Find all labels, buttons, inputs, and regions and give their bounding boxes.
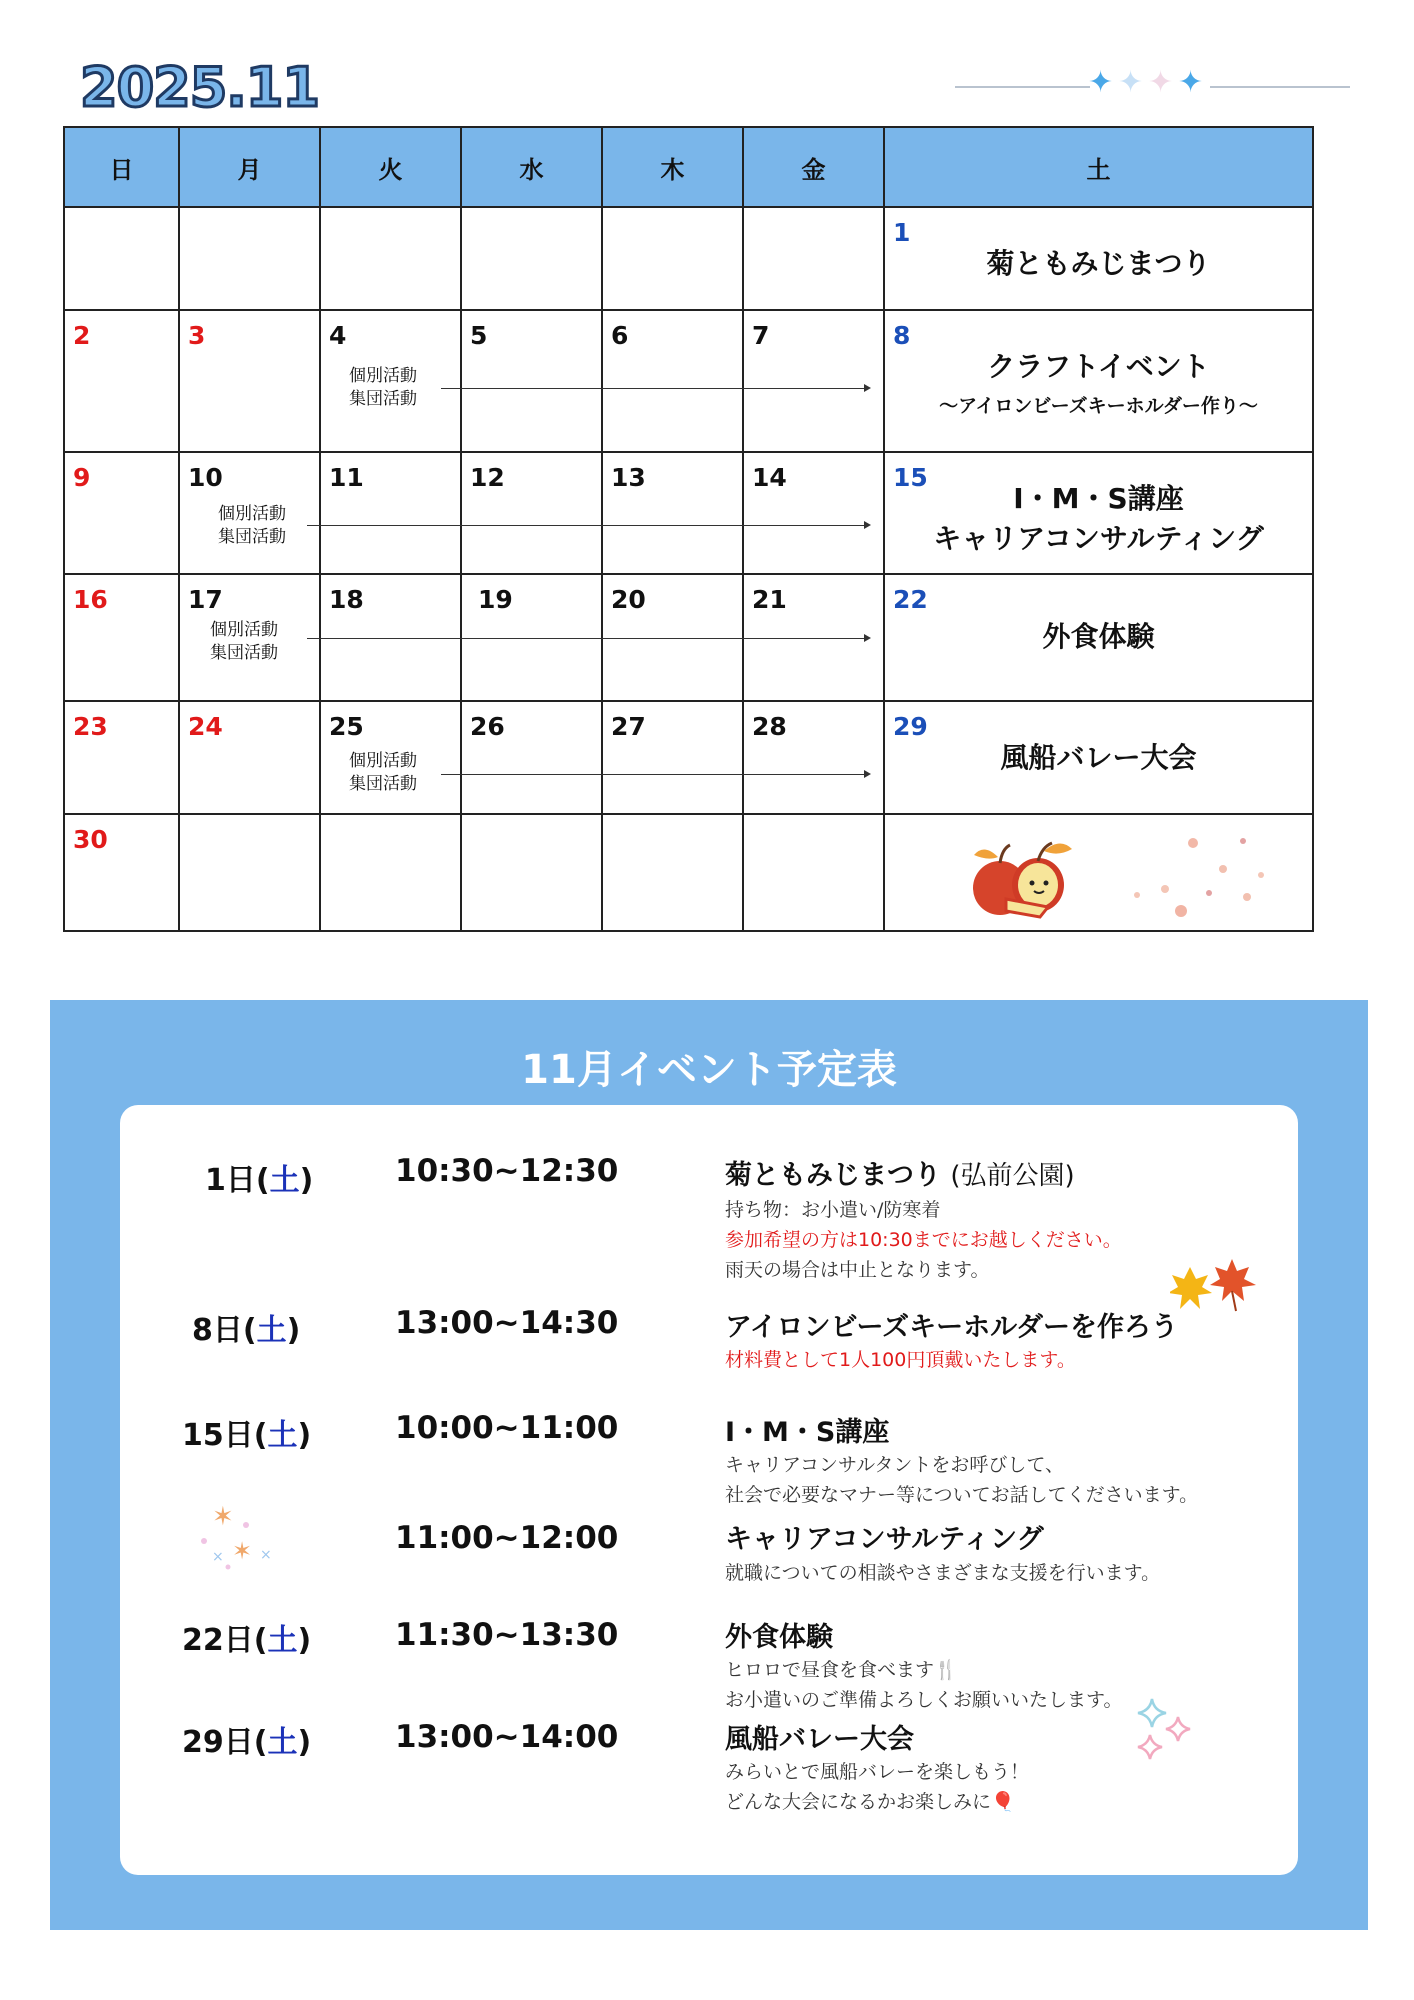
day-cell	[64, 310, 179, 452]
day-cell	[320, 814, 461, 931]
weekday-tue: 火	[320, 127, 461, 207]
activity-individual: 個別活動	[349, 366, 417, 386]
date-text: 15日(	[182, 1418, 268, 1453]
activity-labels	[349, 750, 417, 796]
schedule-line: 雨天の場合は中止となります。	[725, 1259, 990, 1281]
activity-group: 集団活動	[349, 774, 417, 794]
activity-group: 集団活動	[218, 527, 286, 547]
day-cell	[461, 207, 602, 310]
day-cell	[179, 207, 320, 310]
sparkle-icon: ✦	[1118, 65, 1144, 100]
day-number: 18	[329, 585, 364, 614]
day-cell	[743, 574, 884, 701]
decorative-line-right	[1210, 86, 1350, 88]
calendar-week	[64, 814, 1313, 931]
schedule-line: みらいとで風船バレーを楽しもう！	[725, 1761, 1030, 1783]
date-close: )	[299, 1163, 314, 1198]
day-cell	[179, 452, 320, 574]
saturday-cell	[884, 452, 1313, 574]
day-cell	[64, 452, 179, 574]
day-cell	[602, 814, 743, 931]
schedule-date	[182, 1410, 311, 1454]
schedule-line: ヒロロで昼食を食べます🍴	[725, 1659, 958, 1681]
schedule-time: 10:30~12:30	[395, 1153, 619, 1189]
day-number: 19	[478, 585, 513, 614]
date-close: )	[297, 1418, 312, 1453]
day-cell	[179, 814, 320, 931]
weekday-mon: 月	[179, 127, 320, 207]
schedule-line: 持ち物：お小遣い/防寒着	[725, 1199, 941, 1221]
day-number: 22	[893, 585, 928, 614]
event-title: 外食体験	[1042, 620, 1155, 653]
day-cell	[461, 574, 602, 701]
date-text: 1日(	[205, 1163, 270, 1198]
day-number: 24	[188, 712, 223, 741]
dots-decoration	[1125, 833, 1275, 923]
saturday-cell	[884, 207, 1313, 310]
sparkle-icon: ✦	[1088, 65, 1114, 100]
day-number: 25	[329, 712, 364, 741]
date-close: )	[286, 1313, 301, 1348]
day-number: 21	[752, 585, 787, 614]
calendar-week	[64, 310, 1313, 452]
schedule-line: キャリアコンサルタントをお呼びして、	[725, 1454, 1064, 1476]
schedule-line: お小遣いのご準備よろしくお願いいたします。	[725, 1689, 1123, 1711]
date-close: )	[297, 1725, 312, 1760]
weekday-fri: 金	[743, 127, 884, 207]
event-subtitle: 〜アイロンビーズキーホルダー作り〜	[939, 395, 1258, 417]
activity-group: 集団活動	[349, 389, 417, 409]
day-number: 13	[611, 463, 646, 492]
day-cell	[602, 310, 743, 452]
day-cell	[461, 310, 602, 452]
event-title: I・M・S講座	[1013, 482, 1184, 515]
schedule-line: どんな大会になるかお楽しみに🎈	[725, 1791, 1015, 1813]
saturday-cell	[884, 574, 1313, 701]
day-number: 14	[752, 463, 787, 492]
day-cell	[743, 310, 884, 452]
day-cell	[64, 207, 179, 310]
schedule-time: 11:30~13:30	[395, 1617, 619, 1653]
svg-text:✶: ✶	[212, 1502, 234, 1532]
schedule-event-name: I・M・S講座	[725, 1417, 890, 1448]
svg-text:×: ×	[260, 1547, 272, 1563]
activity-labels	[210, 619, 278, 665]
event-location: (弘前公園)	[950, 1161, 1075, 1191]
schedule-date	[182, 1717, 311, 1761]
day-number: 8	[893, 321, 911, 350]
weekday-sat: 土	[884, 127, 1313, 207]
day-number: 29	[893, 712, 928, 741]
day-number: 20	[611, 585, 646, 614]
day-number: 26	[470, 712, 505, 741]
calendar-week	[64, 452, 1313, 574]
day-cell	[320, 310, 461, 452]
day-number: 11	[329, 463, 364, 492]
date-close: )	[297, 1623, 312, 1658]
saturday-cell	[884, 814, 1313, 931]
day-cell	[602, 452, 743, 574]
day-cell	[320, 207, 461, 310]
day-cell	[179, 701, 320, 814]
schedule-title: 11月イベント予定表	[521, 1047, 897, 1093]
day-cell	[461, 452, 602, 574]
calendar-week	[64, 207, 1313, 310]
schedule-time: 11:00~12:00	[395, 1520, 619, 1556]
weekday-thu: 木	[602, 127, 743, 207]
day-of-week: 土	[269, 1163, 300, 1198]
schedule-card	[120, 1105, 1298, 1875]
day-of-week: 土	[256, 1313, 287, 1348]
day-number: 1	[893, 218, 911, 247]
schedule-event-name: キャリアコンサルティング	[725, 1524, 1044, 1555]
day-cell	[602, 701, 743, 814]
day-cell	[64, 701, 179, 814]
sparkle-icon	[198, 1497, 278, 1577]
schedule-date	[205, 1155, 313, 1199]
sparkle-icon: ✦	[1178, 65, 1204, 100]
day-of-week: 土	[267, 1725, 298, 1760]
date-text: 22日(	[182, 1623, 268, 1658]
apple-icon	[960, 833, 1080, 923]
day-cell	[461, 701, 602, 814]
activity-individual: 個別活動	[210, 620, 278, 640]
weekday-sun: 日	[64, 127, 179, 207]
day-number: 28	[752, 712, 787, 741]
sparkle-icon: ✦	[1148, 65, 1174, 100]
day-cell	[320, 701, 461, 814]
schedule-event-name: 外食体験	[725, 1622, 833, 1653]
day-number: 9	[73, 463, 91, 492]
activity-individual: 個別活動	[349, 751, 417, 771]
day-number: 16	[73, 585, 108, 614]
day-number: 23	[73, 712, 108, 741]
weekday-wed: 水	[461, 127, 602, 207]
schedule-time: 13:00~14:30	[395, 1305, 619, 1341]
page-title: 2025.11	[80, 56, 319, 119]
day-cell	[602, 574, 743, 701]
day-number: 5	[470, 321, 488, 350]
day-cell	[64, 814, 179, 931]
day-number: 27	[611, 712, 646, 741]
weekday-header-row	[64, 127, 1313, 207]
activity-labels	[349, 365, 417, 411]
schedule-time: 10:00~11:00	[395, 1410, 619, 1446]
day-cell	[320, 574, 461, 701]
schedule-event-name: アイロンビーズキーホルダーを作ろう	[725, 1312, 1179, 1343]
saturday-cell	[884, 310, 1313, 452]
day-cell	[743, 452, 884, 574]
day-cell	[461, 814, 602, 931]
svg-text:✶: ✶	[232, 1537, 253, 1565]
sparkle-icon	[1132, 1695, 1202, 1765]
day-cell	[179, 310, 320, 452]
day-cell	[602, 207, 743, 310]
day-cell	[320, 452, 461, 574]
decorative-line-left	[955, 86, 1090, 88]
day-number: 12	[470, 463, 505, 492]
schedule-line-highlight: 参加希望の方は10:30までにお越しください。	[725, 1229, 1122, 1251]
event-title: クラフトイベント	[987, 350, 1210, 383]
day-cell	[743, 814, 884, 931]
day-number: 3	[188, 321, 206, 350]
svg-text:×: ×	[212, 1549, 224, 1565]
day-number: 15	[893, 463, 928, 492]
day-number: 10	[188, 463, 223, 492]
day-number: 30	[73, 825, 108, 854]
day-number: 6	[611, 321, 629, 350]
event-name-text: 菊ともみじまつり	[725, 1160, 941, 1191]
schedule-line: 社会で必要なマナー等についてお話してくださいます。	[725, 1484, 1199, 1506]
event-title: 菊ともみじまつり	[986, 247, 1211, 280]
day-cell	[179, 574, 320, 701]
schedule-time: 13:00~14:00	[395, 1719, 619, 1755]
day-number: 17	[188, 585, 223, 614]
schedule-event-name	[725, 1153, 1075, 1192]
calendar-week	[64, 574, 1313, 701]
event-subtitle: キャリアコンサルティング	[933, 522, 1264, 555]
maple-leaf-icon	[1170, 1257, 1270, 1317]
day-of-week: 土	[267, 1418, 298, 1453]
schedule-line: 就職についての相談やさまざまな支援を行います。	[725, 1562, 1161, 1584]
activity-labels	[218, 503, 286, 549]
activity-individual: 個別活動	[218, 504, 286, 524]
schedule-date	[182, 1615, 311, 1659]
day-of-week: 土	[267, 1623, 298, 1658]
day-number: 2	[73, 321, 91, 350]
activity-group: 集団活動	[210, 643, 278, 663]
date-text: 8日(	[192, 1313, 257, 1348]
day-number: 4	[329, 321, 347, 350]
date-text: 29日(	[182, 1725, 268, 1760]
day-cell	[743, 701, 884, 814]
day-cell	[743, 207, 884, 310]
schedule-line-highlight: 材料費として1人100円頂戴いたします。	[725, 1349, 1076, 1371]
saturday-cell	[884, 701, 1313, 814]
schedule-event-name: 風船バレー大会	[725, 1724, 914, 1755]
schedule-date	[192, 1305, 300, 1349]
monthly-calendar	[63, 126, 1314, 932]
event-schedule-panel	[50, 1000, 1368, 1930]
day-cell	[64, 574, 179, 701]
event-title: 風船バレー大会	[1000, 741, 1197, 774]
calendar-week	[64, 701, 1313, 814]
day-number: 7	[752, 321, 770, 350]
